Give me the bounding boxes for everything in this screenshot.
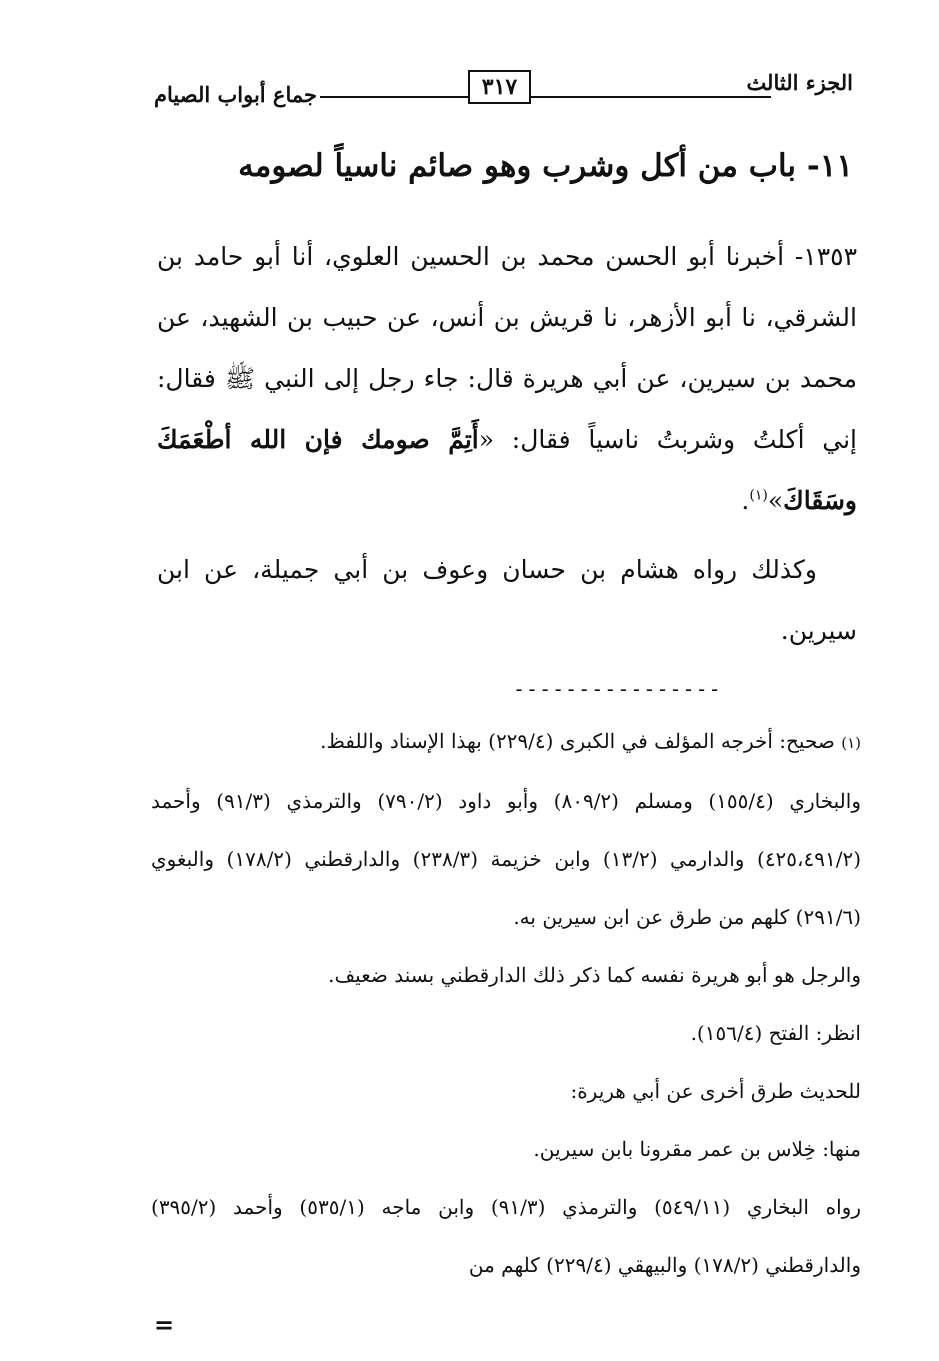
footnote-line: انظر: الفتح (١٥٦/٤). bbox=[690, 1021, 861, 1045]
header-rule-left bbox=[320, 96, 468, 98]
hadith-paragraph bbox=[157, 226, 857, 531]
header-rule-right bbox=[531, 96, 771, 98]
footnote-line: (١) صحيح: أخرجه المؤلف في الكبرى (٢٢٩/٤) بهذا الإسناد واللفظ. bbox=[320, 729, 861, 753]
footnote-line: للحديث طرق أخرى عن أبي هريرة: bbox=[570, 1079, 861, 1103]
footnote-line: والبخاري (١٥٥/٤) ومسلم (٨٠٩/٢) وأبو داود (٧٩٠/٢) والترمذي (٩١/٣) وأحمد (٤٢٥،٤٩١/٢) والدارمي (١٣/٢) وابن خزيمة (٢٣٨/٣) والدارقطني (١٧٨/٢) والبغوي (٢٩١/٦) كلهم من طرق عن ابن سيرين به. bbox=[151, 789, 862, 929]
footnote-line: منها: خِلاس بن عمر مقرونا بابن سيرين. bbox=[533, 1137, 861, 1161]
running-header-chapter: جماع أبواب الصيام bbox=[154, 82, 317, 107]
page-number: ٣١٧ bbox=[468, 70, 531, 104]
footnotes bbox=[151, 712, 861, 1294]
footnote-marker: (١) bbox=[841, 734, 861, 752]
footnote-reference: (١) bbox=[749, 487, 768, 504]
footnote-separator: ---------------- bbox=[513, 677, 722, 701]
main-text bbox=[157, 226, 857, 661]
closing-quote: » bbox=[767, 486, 784, 515]
footnote-line: والرجل هو أبو هريرة نفسه كما ذكر ذلك الدارقطني بسند ضعيف. bbox=[328, 963, 861, 987]
hadith-text: أَتِمَّ صومك فإن الله أطْعَمَكَ وسَقَاكَ bbox=[157, 425, 857, 515]
paragraph-end: . bbox=[741, 486, 750, 515]
running-header-volume: الجزء الثالث bbox=[746, 70, 853, 95]
footnote-line: رواه البخاري (٥٤٩/١١) والترمذي (٩١/٣) وابن ماجه (٥٣٥/١) وأحمد (٣٩٥/٢) والدارقطني (١٧٨/٢) والبيهقي (٢٢٩/٤) كلهم من bbox=[151, 1195, 861, 1277]
narration-note: وكذلك رواه هشام بن حسان وعوف بن أبي جميلة، عن ابن سيرين. bbox=[157, 555, 857, 645]
isnad-text: ١٣٥٣- أخبرنا أبو الحسن محمد بن الحسين العلوي، أنا أبو حامد بن الشرقي، نا أبو الأزهر، نا قريش بن أنس، عن حبيب بن الشهيد، عن محمد بن سيرين، عن أبي هريرة قال: جاء رجل إلى النبي ﷺ فقال: إني أكلتُ وشربتُ ناسياً فقال: « bbox=[157, 242, 858, 454]
section-title: ١١- باب من أكل وشرب وهو صائم ناسياً لصومه bbox=[238, 148, 853, 184]
continuation-mark: = bbox=[154, 1310, 175, 1339]
